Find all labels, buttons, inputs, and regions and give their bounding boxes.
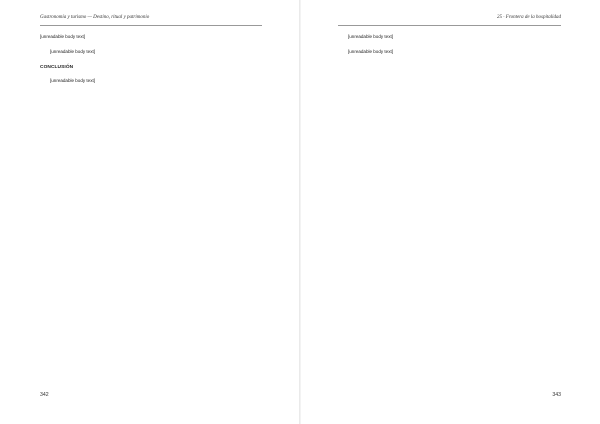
right-page-number: 343: [552, 392, 561, 398]
left-paragraph-3: [unreadable body text]: [50, 78, 95, 83]
right-page: [300, 0, 600, 424]
left-running-header: Gastronomía y turismo — Destino, ritual y patrimonio: [40, 15, 150, 20]
right-paragraph-1: [unreadable body text]: [348, 34, 393, 39]
left-paragraph-1: [unreadable body text]: [40, 34, 85, 39]
section-heading: CONCLUSIÓN: [40, 64, 74, 70]
right-running-header: 25 · Frontera de la hospitalidad: [497, 15, 561, 20]
right-header-rule: [338, 25, 561, 26]
left-page-number: 342: [40, 392, 49, 398]
left-paragraph-2: [unreadable body text]: [50, 49, 95, 54]
right-paragraph-2: [unreadable body text]: [348, 49, 393, 54]
left-header-rule: [40, 25, 262, 26]
left-body-text: [40, 33, 262, 92]
right-body-text: [338, 33, 561, 63]
